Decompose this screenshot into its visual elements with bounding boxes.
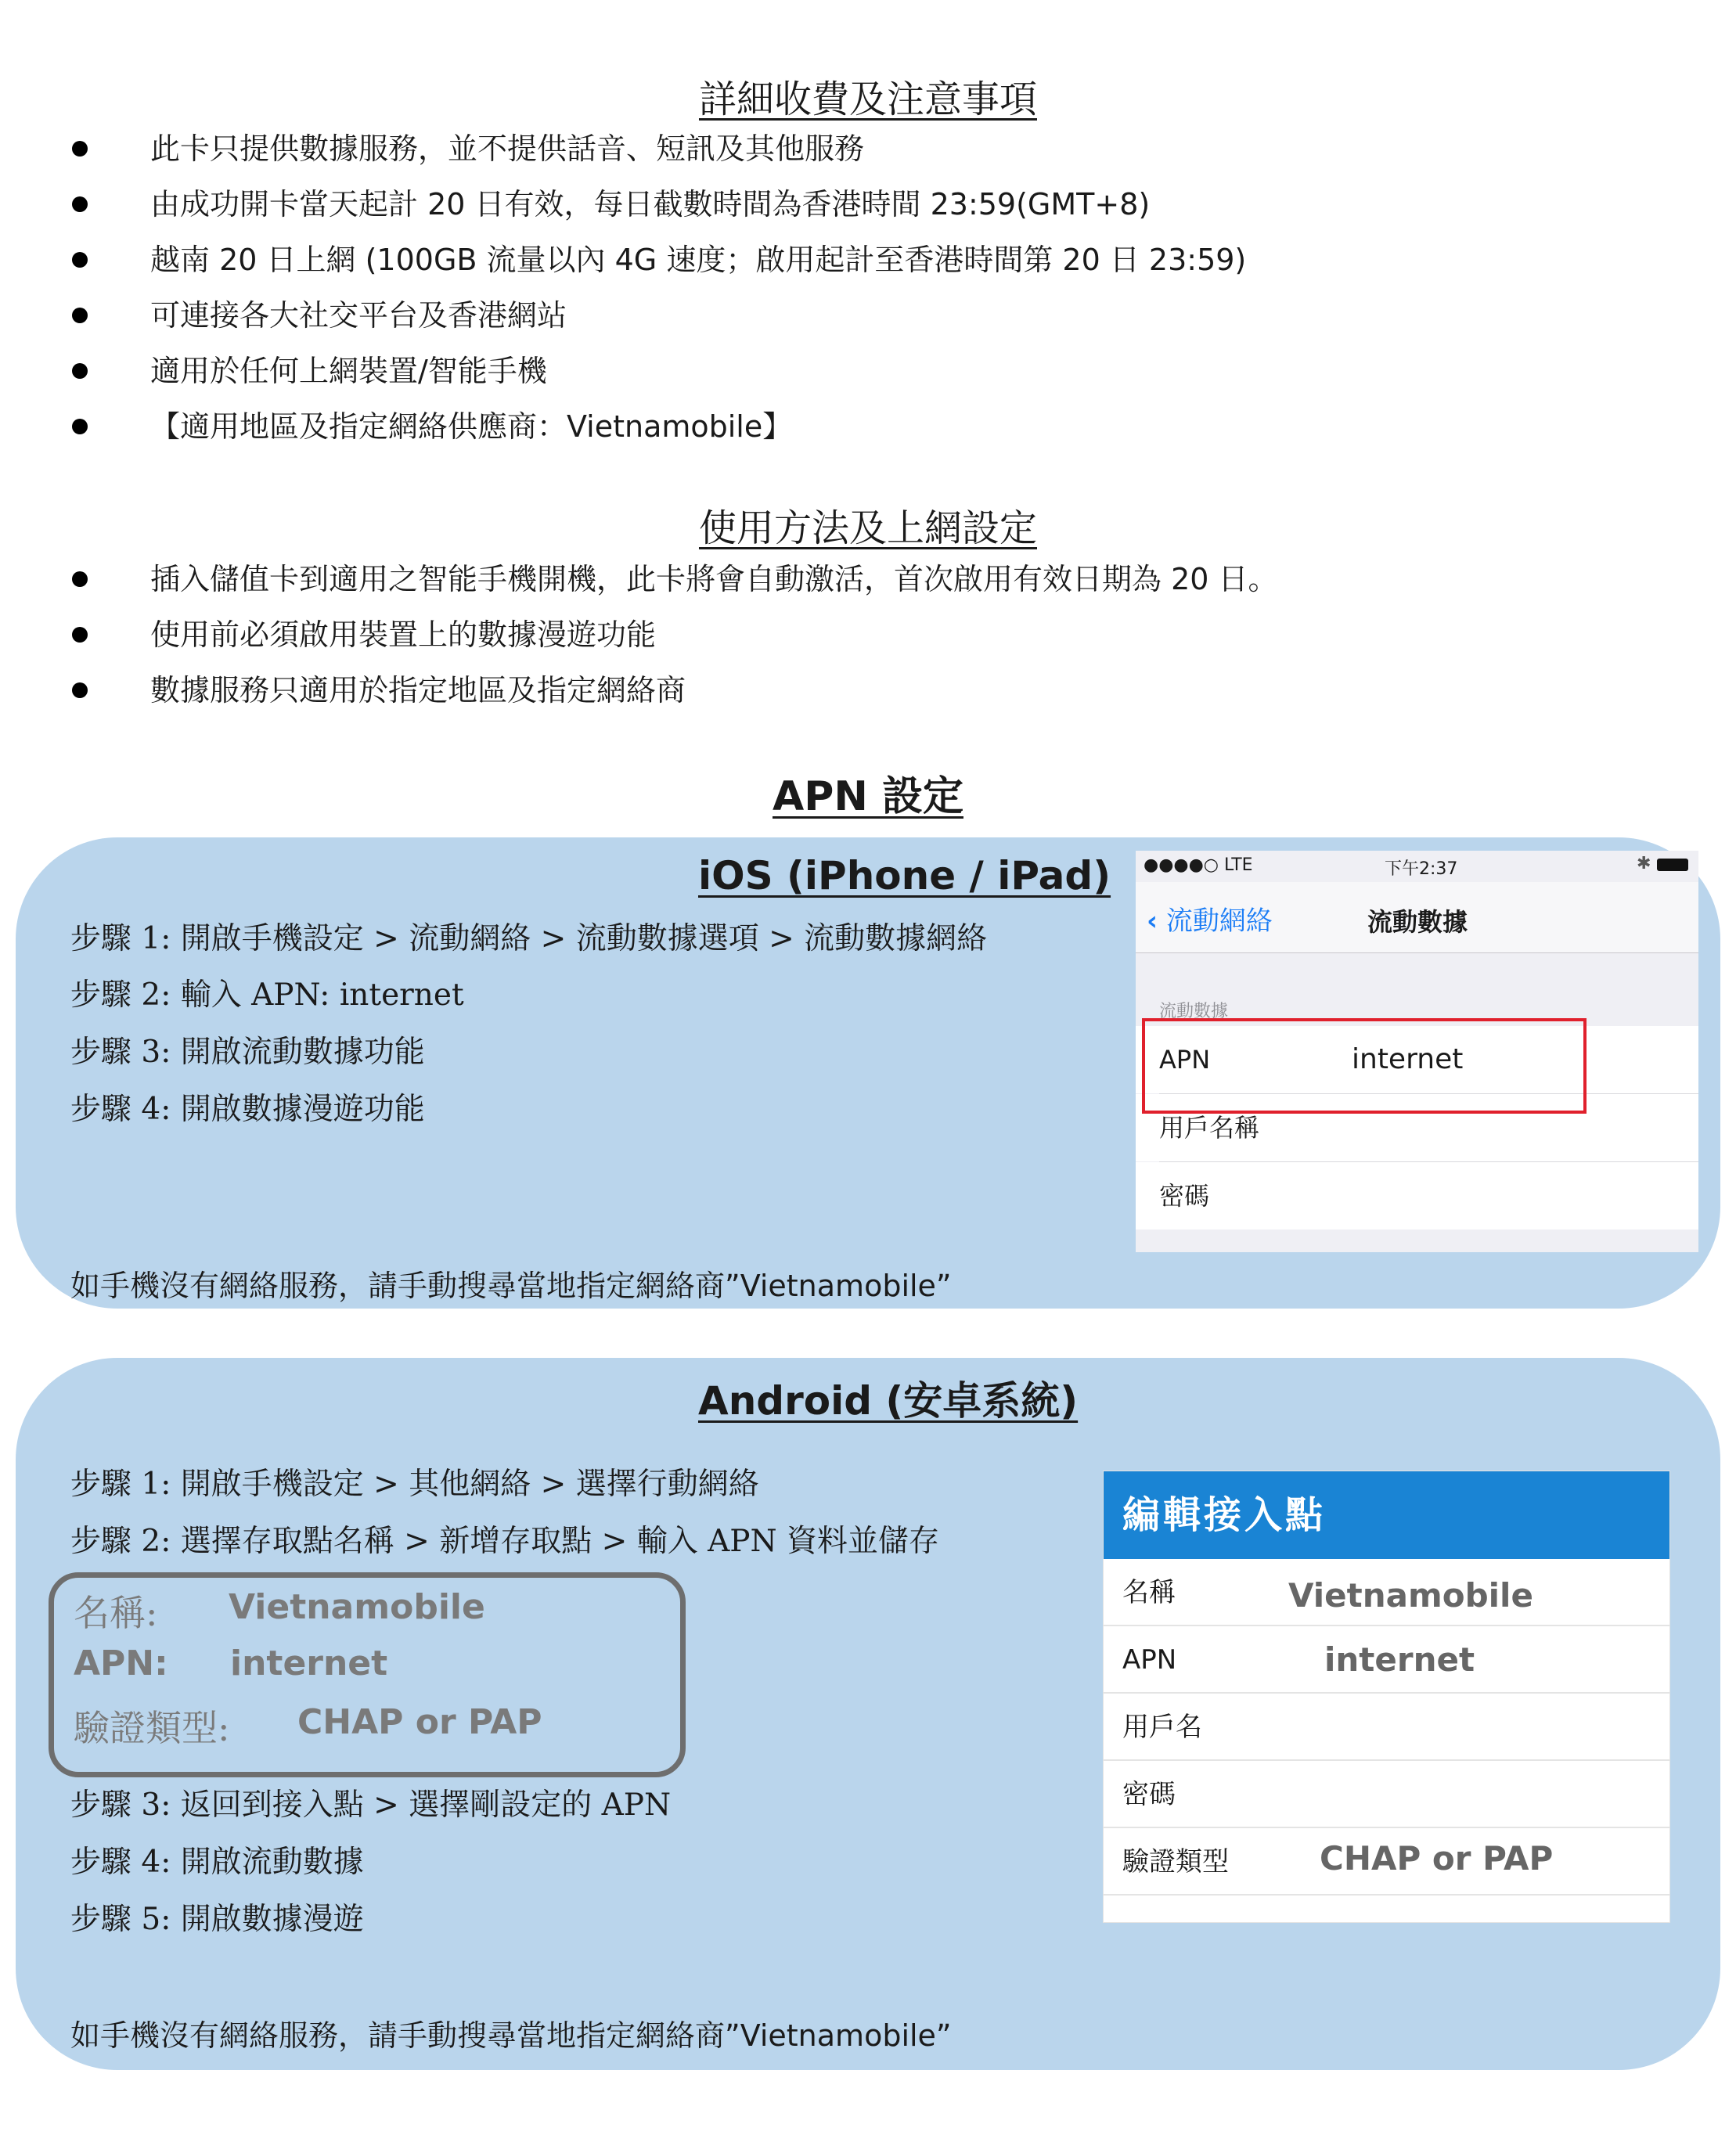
ios-step: 步驟 1: 開啟手機設定 > 流動網絡 > 流動數據選項 > 流動數據網絡 [70, 921, 988, 956]
ios-nav-bar [1136, 882, 1698, 953]
nav-title: 流動數據 [1367, 907, 1468, 937]
usage-heading: 使用方法及上網設定 [698, 506, 1037, 550]
box-name-value: Vietnamobile [229, 1587, 485, 1627]
box-apn-value: internet [230, 1644, 388, 1683]
ios-note: 如手機沒有網絡服務，請手動搜尋當地指定網絡商”Vietnamobile” [70, 1269, 952, 1303]
ios-step: 步驟 3: 開啟流動數據功能 [70, 1035, 425, 1070]
android-step: 步驟 5: 開啟數據漫遊 [70, 1902, 364, 1937]
auth-type-label: 驗證類型 [1122, 1846, 1229, 1878]
ios-status-bar [1136, 851, 1698, 882]
ios-step: 步驟 2: 輸入 APN: internet [70, 977, 464, 1013]
list-item: 由成功開卡當天起計 20 日有效，每日截數時間為香港時間 23:59(GMT+8) [72, 177, 1246, 232]
android-note: 如手機沒有網絡服務，請手動搜尋當地指定網絡商”Vietnamobile” [70, 2018, 952, 2053]
name-value: Vietnamobile [1288, 1576, 1533, 1615]
android-step: 步驟 4: 開啟流動數據 [70, 1845, 364, 1880]
android-header: 編輯接入點 [1104, 1471, 1669, 1559]
bluetooth-icon: ✱ [1637, 854, 1651, 873]
bullet-icon [72, 308, 88, 323]
list-item: 【適用地區及指定網絡供應商：Vietnamobile】 [72, 399, 1246, 455]
bullet-icon [72, 627, 88, 643]
username-row[interactable] [1104, 1694, 1669, 1761]
fees-list [72, 121, 1246, 455]
auth-type-value: CHAP or PAP [1320, 1839, 1554, 1878]
ios-settings-screenshot [1136, 851, 1698, 1252]
ios-title: iOS (iPhone / iPad) [698, 853, 1111, 898]
android-apn-screenshot [1103, 1471, 1670, 1923]
bullet-icon [72, 141, 88, 157]
android-step: 步驟 2: 選擇存取點名稱 > 新增存取點 > 輸入 APN 資料並儲存 [70, 1524, 940, 1559]
android-step: 步驟 1: 開啟手機設定 > 其他網絡 > 選擇行動網絡 [70, 1467, 759, 1502]
apn-value: internet [1352, 1043, 1464, 1075]
username-label: 用戶名 [1122, 1712, 1202, 1743]
box-auth-label: 驗證類型: [74, 1707, 230, 1749]
list-item: 此卡只提供數據服務，並不提供話音、短訊及其他服務 [72, 121, 1246, 177]
box-apn-label: APN: [74, 1644, 168, 1683]
list-item: 插入儲值卡到適用之智能手機開機，此卡將會自動激活，首次啟用有效日期為 20 日。 [72, 552, 1278, 607]
bullet-icon [72, 571, 88, 587]
list-item: 使用前必須啟用裝置上的數據漫遊功能 [72, 607, 1278, 663]
bullet-icon [72, 363, 88, 379]
name-label: 名稱 [1122, 1577, 1176, 1608]
apn-value: internet [1324, 1640, 1475, 1679]
bullet-icon [72, 252, 88, 268]
name-row[interactable] [1104, 1559, 1669, 1626]
usage-list [72, 552, 1278, 718]
apn-label: APN [1159, 1045, 1211, 1075]
list-item: 可連接各大社交平台及香港網站 [72, 288, 1246, 344]
status-time: 下午2:37 [1385, 859, 1458, 879]
row-divider [1159, 1161, 1698, 1162]
android-title: Android (安卓系統) [698, 1378, 1079, 1424]
list-item: 越南 20 日上網 (100GB 流量以內 4G 速度；啟用起計至香港時間第 20 日 23:59) [72, 232, 1246, 288]
bullet-icon [72, 419, 88, 434]
fees-heading: 詳細收費及注意事項 [698, 77, 1037, 121]
android-step: 步驟 3: 返回到接入點 > 選擇剛設定的 APN [70, 1788, 672, 1823]
section-label: 流動數據 [1159, 1002, 1229, 1021]
password-row[interactable] [1136, 1162, 1698, 1230]
bullet-icon [72, 196, 88, 212]
battery-icon [1657, 859, 1688, 871]
chevron-left-icon: ‹ [1147, 905, 1158, 937]
apn-heading: APN 設定 [773, 773, 963, 820]
list-item: 適用於任何上網裝置/智能手機 [72, 344, 1246, 399]
box-name-label: 名稱: [74, 1592, 158, 1634]
ios-step: 步驟 4: 開啟數據漫遊功能 [70, 1092, 425, 1127]
apn-label: APN [1122, 1644, 1177, 1676]
auth-type-row[interactable] [1104, 1828, 1669, 1896]
signal-indicator: ●●●●○ LTE [1144, 855, 1253, 875]
password-label: 密碼 [1159, 1181, 1210, 1211]
list-item: 數據服務只適用於指定地區及指定網絡商 [72, 663, 1278, 718]
password-row[interactable] [1104, 1761, 1669, 1828]
username-label: 用戶名稱 [1159, 1113, 1260, 1143]
box-auth-value: CHAP or PAP [297, 1702, 542, 1742]
back-button[interactable]: ‹ 流動網絡 [1147, 905, 1273, 937]
bullet-icon [72, 682, 88, 698]
apn-row[interactable] [1104, 1626, 1669, 1694]
password-label: 密碼 [1122, 1779, 1176, 1810]
apn-highlight-box [1142, 1018, 1587, 1114]
